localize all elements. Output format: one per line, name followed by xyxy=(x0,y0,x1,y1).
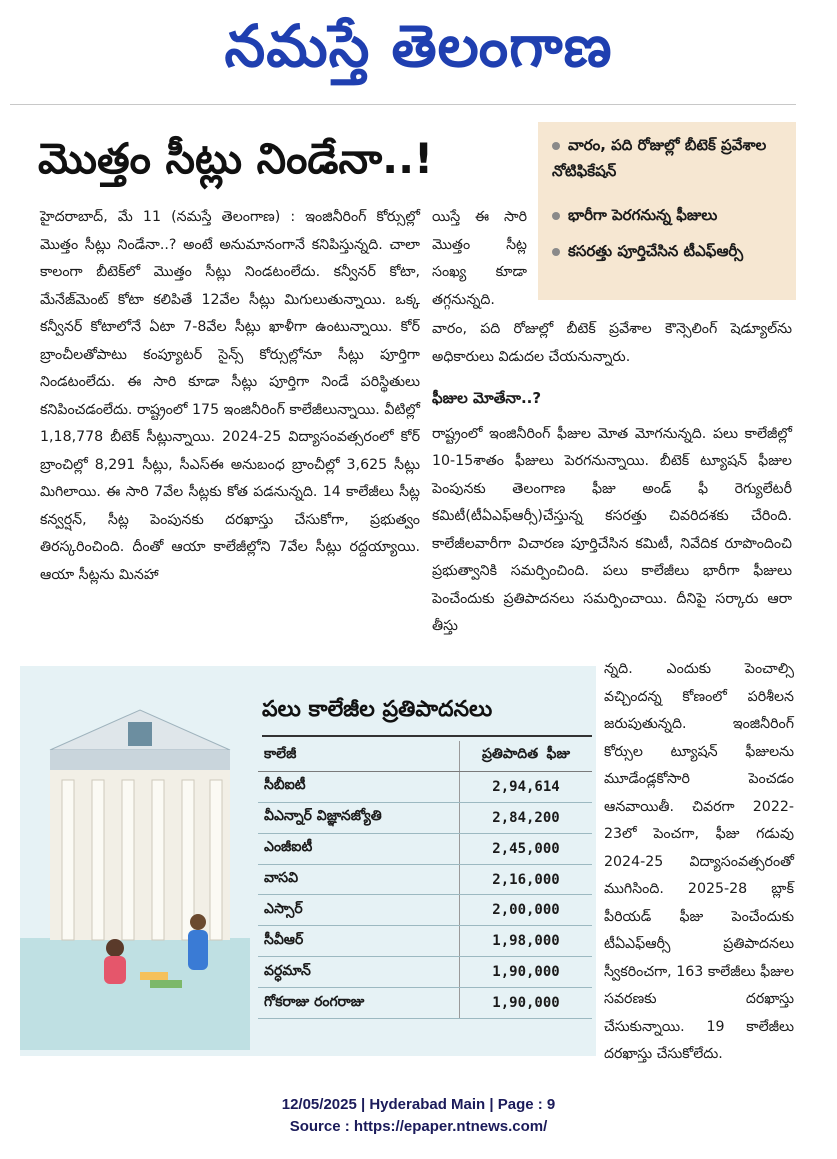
college-name: ఎస్సార్ xyxy=(258,895,460,926)
college-name: వర్ధమాన్ xyxy=(258,957,460,988)
column-header-fee: ప్రతిపాదిత ఫీజు xyxy=(460,741,593,771)
college-name: వాసవి xyxy=(258,864,460,895)
college-name: వీఎన్నార్ విజ్ఞానజ్యోతి xyxy=(258,802,460,833)
footer-edition-info: 12/05/2025 | Hyderabad Main | Page : 9 xyxy=(281,1096,556,1113)
article-column-mid xyxy=(432,204,527,314)
table-row xyxy=(258,864,592,895)
proposed-fee: 2,45,000 xyxy=(460,833,593,864)
column-header-college: కాలేజీ xyxy=(258,741,460,771)
body-paragraph: హైదరాబాద్, మే 11 (నమస్తే తెలంగాణ) : ఇంజినీరింగ్ కోర్సుల్లో మొత్తం సీట్లు నిండేనా..? అంటే అనుమానంగానే కనిపిస్తున్నది. చాలా కాలంగా బీటెక్‌లో మొత్తం సీట్లు నిండటంలేదు. కన్వీనర్ కోటా, మేనేజ్‌మెంట్ కోటా కలిపితే 12వేల సీట్లు మిగులుతున్నాయి. ఒక్క కన్వీనర్ కోటాలోనే ఏటా 7-8వేల సీట్లు ఖాళీగా ఉంటున్నాయి. కోర్ బ్రాంచీలతోపాటు కంప్యూటర్ సైన్స్ కోర్సుల్లోనూ సీట్లు పూర్తిగా నిండటంలేదు. ఈ సారి కూడా సీట్లు పూర్తిగా నిండే పరిస్థితులు కనిపించడంలేదు. రాష్ట్రంలో 175 ఇంజినీరింగ్ కాలేజీలున్నాయి. వీటిల్లో 1,18,778 బీటెక్ సీట్లున్నాయి. 2024-25 విద్యాసంవత్సరంలో కోర్ బ్రాంచిల్లో 8,291 సీట్లు, సీఎస్ఈ అనుబంధ బ్రాంచీల్లో 3,625 సీట్లు మిగిలాయి. ఈ సారి 7వేల సీట్లకు కోత పడనున్నది. 14 కాలేజీలు సీట్ల కన్వర్షన్, సీట్ల పెంపునకు దరఖాస్తు చేసుకోగా, ప్రభుత్వం తిరస్కరించింది. దీంతో ఆయా కాలేజీల్లోని 7వేల సీట్లు రద్దయ్యాయి. ఆయా సీట్లను మినహా xyxy=(40,209,420,583)
college-name: ఎంజీఐటీ xyxy=(258,833,460,864)
highlight-item: వారం, పది రోజుల్లో బీటెక్ ప్రవేశాల నోటిఫికేషన్ xyxy=(552,136,767,180)
highlight-item: కసరత్తు పూర్తిచేసిన టీఎఫ్ఆర్సీ xyxy=(552,238,788,264)
highlight-item: భారీగా పెరగనున్న ఫీజులు xyxy=(552,202,788,228)
article-column-right xyxy=(432,316,792,641)
fees-table-title: పలు కాలేజీల ప్రతిపాదనలు xyxy=(262,697,493,722)
article-column-right-narrow xyxy=(604,656,794,1069)
body-paragraph: న్నది. ఎందుకు పెంచాల్సి వచ్చిందన్న కోణంలో పరిశీలన జరుపుతున్నది. ఇంజినీరింగ్ కోర్సుల ట్యూషన్ ఫీజులను మూడేండ్లకోసారి పెంచడం ఆనవాయితీ. చివరగా 2022-23లో పెంచగా, ఫీజు గడువు 2024-25 విద్యాసంవత్సరంతో ముగిసింది. 2025-28 బ్లాక్ పీరియడ్ ఫీజు పెంచేందుకు టీఏఎఫ్ఆర్సీ ప్రతిపాదనలు స్వీకరించగా, 163 కాలేజీలు ఫీజుల సవరణకు దరఖాస్తు చేసుకున్నాయి. 19 కాలేజీలు దరఖాస్తు చేసుకోలేదు. xyxy=(604,661,794,1062)
masthead-logo: నమస్తే తెలంగాణ xyxy=(224,12,613,80)
fees-table xyxy=(258,741,592,1019)
college-name: సీవీఆర్ xyxy=(258,926,460,957)
table-row xyxy=(258,771,592,802)
footer-source-link[interactable]: Source : https://epaper.ntnews.com/ xyxy=(289,1118,548,1135)
bullet-icon xyxy=(552,142,560,150)
masthead-divider xyxy=(10,104,796,105)
proposed-fee: 2,94,614 xyxy=(460,771,593,802)
table-row xyxy=(258,895,592,926)
college-illustration xyxy=(20,690,250,1050)
college-name: సీబీఐటీ xyxy=(258,771,460,802)
college-name: గోకరాజు రంగరాజు xyxy=(258,988,460,1019)
article-column-left xyxy=(40,204,420,589)
proposed-fee: 1,98,000 xyxy=(460,926,593,957)
body-paragraph: రాష్ట్రంలో ఇంజినీరింగ్ ఫీజుల మోత మోగనున్నది. పలు కాలేజీల్లో 10-15శాతం ఫీజులు పెరగనున్నాయి. బీటెక్ ట్యూషన్ ఫీజుల పెంపునకు తెలంగాణ ఫీజు అండ్ ఫీ రెగ్యులేటరీ కమిటీ(టీఏఎఫ్ఆర్సీ)చేస్తున్న కసరత్తు చివరిదశకు చేరింది. కాలేజీలవారీగా విచారణ పూర్తిచేసిన కమిటీ, నివేదిక రూపొందించి ప్రభుత్వానికి సమర్పించింది. పలు కాలేజీలు భారీగా ఫీజులు పెంచేందుకు ప్రతిపాదనలు సమర్పించాయి. దీనిపై సర్కారు ఆరా తీస్తు xyxy=(432,425,792,634)
article-headline: మొత్తం సీట్లు నిండేనా..! xyxy=(38,134,434,183)
bullet-icon xyxy=(552,212,560,220)
table-row xyxy=(258,957,592,988)
title-underline xyxy=(262,735,592,737)
table-row xyxy=(258,833,592,864)
proposed-fee: 1,90,000 xyxy=(460,957,593,988)
table-header-row xyxy=(258,741,592,771)
masthead xyxy=(0,0,837,100)
table-row xyxy=(258,802,592,833)
highlights-box xyxy=(538,122,796,300)
table-row xyxy=(258,988,592,1019)
body-paragraph: వారం, పది రోజుల్లో బీటెక్ ప్రవేశాల కౌన్సెలింగ్ షెడ్యూల్‌ను అధికారులు విడుదల చేయనున్నారు. xyxy=(432,321,792,365)
section-subheading: ఫీజుల మోతేనా..? xyxy=(432,389,542,407)
page-footer xyxy=(0,1094,837,1138)
proposed-fee: 2,84,200 xyxy=(460,802,593,833)
proposed-fee: 2,00,000 xyxy=(460,895,593,926)
bullet-icon xyxy=(552,248,560,256)
table-row xyxy=(258,926,592,957)
proposed-fee: 1,90,000 xyxy=(460,988,593,1019)
body-paragraph: యిస్తే ఈ సారి మొత్తం సీట్ల సంఖ్య కూడా తగ్గనున్నది. xyxy=(432,209,527,308)
proposed-fee: 2,16,000 xyxy=(460,864,593,895)
